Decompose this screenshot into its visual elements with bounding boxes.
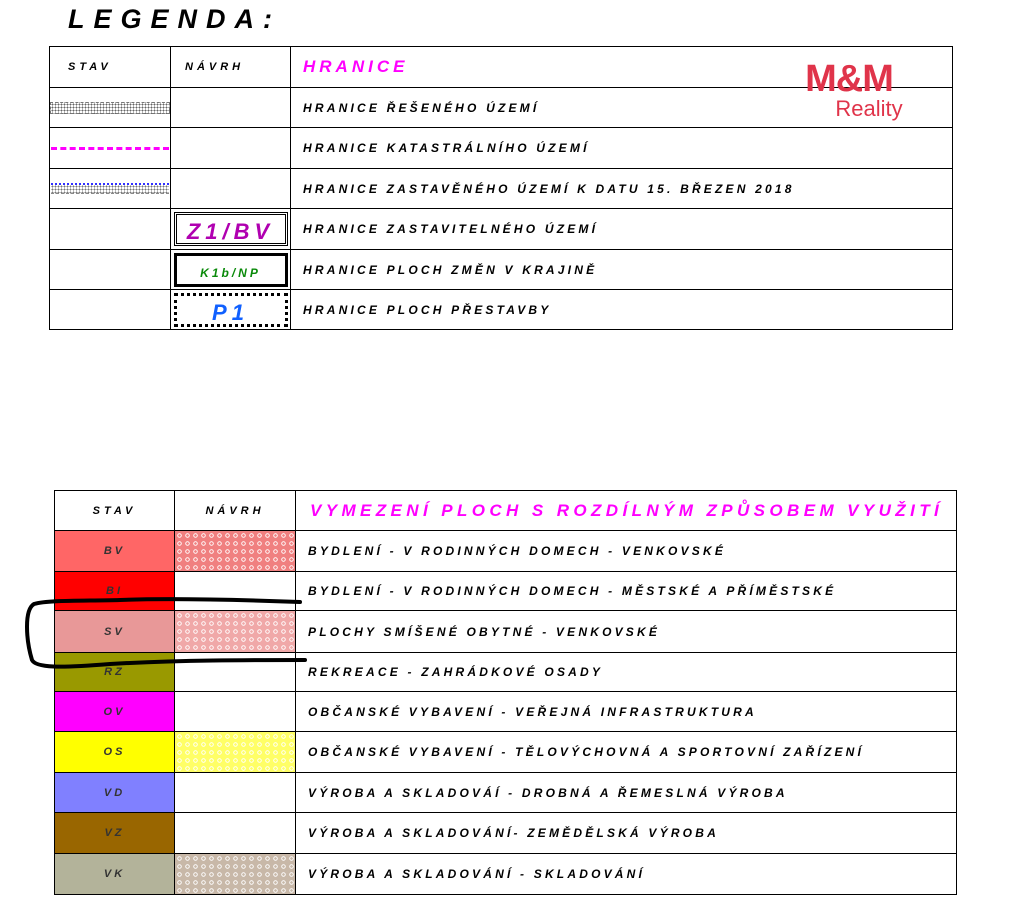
legend-description: BYDLENÍ - V RODINNÝCH DOMECH - VENKOVSKÉ bbox=[296, 531, 957, 572]
stav-code-bi: BI bbox=[55, 572, 175, 611]
legend-description: REKREACE - ZAHRÁDKOVÉ OSADY bbox=[296, 653, 957, 692]
legend-description: HRANICE PLOCH PŘESTAVBY bbox=[291, 290, 953, 330]
symbol-p1: P1 bbox=[174, 293, 288, 327]
logo-main: M&M bbox=[805, 58, 893, 100]
legend-description: VÝROBA A SKLADOVÁNÍ- ZEMĚDĚLSKÁ VÝROBA bbox=[296, 813, 957, 854]
stav-code-os: OS bbox=[55, 732, 175, 773]
col-stav-header: STAV bbox=[50, 47, 171, 88]
legend-description: PLOCHY SMÍŠENÉ OBYTNÉ - VENKOVSKÉ bbox=[296, 611, 957, 653]
legend-description: BYDLENÍ - V RODINNÝCH DOMECH - MĚSTSKÉ A PŘÍMĚSTSKÉ bbox=[296, 572, 957, 611]
legend-description: VÝROBA A SKLADOVÁÍ - DROBNÁ A ŘEMESLNÁ VÝROBA bbox=[296, 773, 957, 813]
stav-code-vd: VD bbox=[55, 773, 175, 813]
logo-sub: Reality bbox=[835, 96, 903, 121]
highlight-stroke bbox=[27, 599, 305, 666]
stav-code-sv: SV bbox=[55, 611, 175, 653]
stav-code-bv: BV bbox=[55, 531, 175, 572]
col-navrh-header: NÁVRH bbox=[175, 491, 296, 531]
legend-description: OBČANSKÉ VYBAVENÍ - TĚLOVÝCHOVNÁ A SPORTOVNÍ ZAŘÍZENÍ bbox=[296, 732, 957, 773]
legend-description: HRANICE KATASTRÁLNÍHO ÚZEMÍ bbox=[291, 128, 953, 169]
col-stav-header: STAV bbox=[55, 491, 175, 531]
col-navrh-header: NÁVRH bbox=[171, 47, 291, 88]
land-use-heading: VYMEZENÍ PLOCH S ROZDÍLNÝM ZPŮSOBEM VYUŽITÍ bbox=[296, 491, 957, 531]
stav-code-ov: OV bbox=[55, 692, 175, 732]
legend-description: HRANICE PLOCH ZMĚN V KRAJINĚ bbox=[291, 250, 953, 290]
legend-title: LEGENDA: bbox=[68, 4, 281, 34]
legend-description: VÝROBA A SKLADOVÁNÍ - SKLADOVÁNÍ bbox=[296, 854, 957, 895]
symbol-k1bnp: K1b/NP bbox=[174, 253, 288, 287]
stav-code-vk: VK bbox=[55, 854, 175, 895]
legend-description: HRANICE ZASTAVITELNÉHO ÚZEMÍ bbox=[291, 209, 953, 250]
legend-description: OBČANSKÉ VYBAVENÍ - VEŘEJNÁ INFRASTRUKTURA bbox=[296, 692, 957, 732]
legend-description: HRANICE ZASTAVĚNÉHO ÚZEMÍ K DATU 15. BŘEZEN 2018 bbox=[291, 169, 953, 209]
boundaries-heading: HRANICE bbox=[291, 47, 953, 88]
legend-description: HRANICE ŘEŠENÉHO ÚZEMÍ bbox=[291, 88, 953, 128]
symbol-z1bv: Z1/BV bbox=[174, 212, 288, 246]
stav-code-vz: VZ bbox=[55, 813, 175, 854]
stav-code-rz: RZ bbox=[55, 653, 175, 692]
